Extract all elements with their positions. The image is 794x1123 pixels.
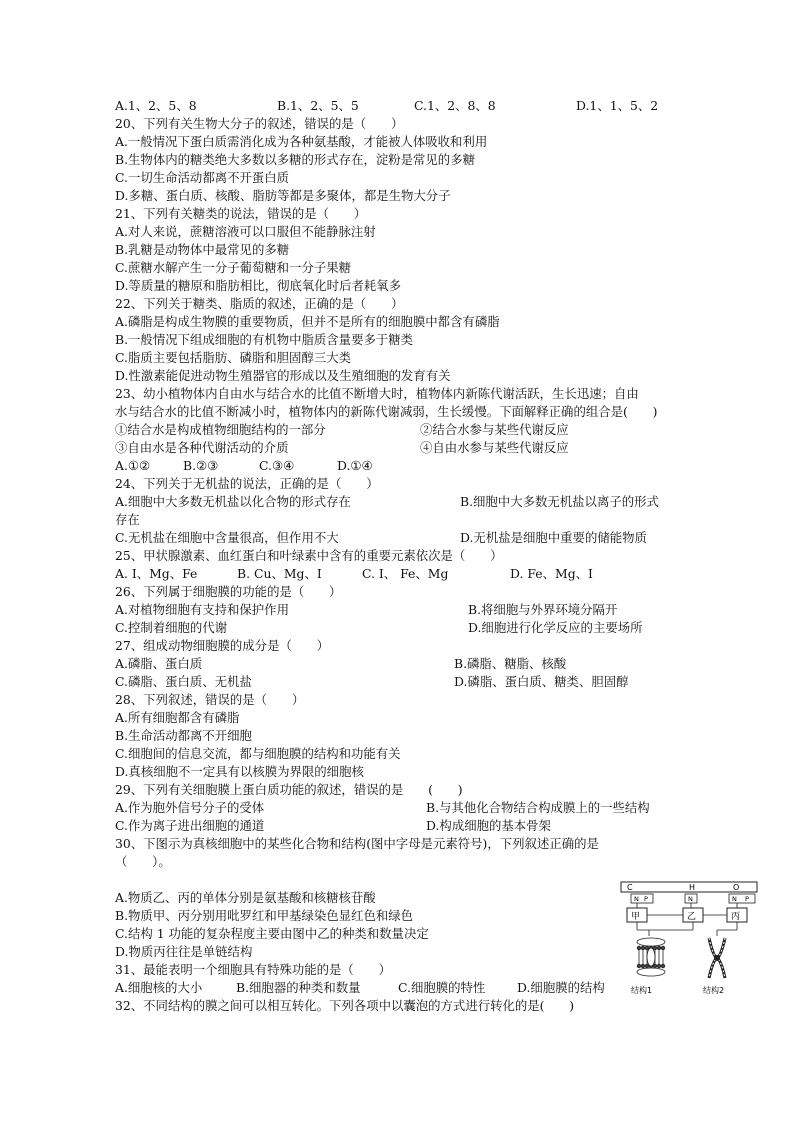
n-middle: N <box>688 895 693 903</box>
text-line: B.生物体内的糖类绝大多数以多糖的形式存在，淀粉是常见的多糖 <box>115 152 475 167</box>
text-line: ③自由水是各种代谢活动的介质 <box>115 440 289 455</box>
text-line: 32、不同结构的膜之间可以相互转化。下列各项中以囊泡的方式进行转化的是( ) <box>115 998 575 1013</box>
chromosome-icon <box>709 938 725 978</box>
text-line: 水与结合水的比值不断减小时，植物体内的新陈代谢减弱，生长缓慢。下面解释正确的组合是( ) <box>115 404 658 419</box>
text-line: D. Fe、Mg、I <box>510 566 593 581</box>
text-line: 24、下列关于无机盐的说法，正确的是（ ） <box>115 476 379 491</box>
element-h-label: H <box>689 883 696 892</box>
text-line: C.1、2、8、8 <box>414 98 496 113</box>
text-line: C.磷脂、蛋白质、无机盐 <box>115 674 252 689</box>
text-line: 27、组成动物细胞膜的成分是（ ） <box>115 638 330 653</box>
text-line: D.1、1、5、2 <box>576 98 659 113</box>
text-line: B.将细胞与外界环境分隔开 <box>468 602 618 617</box>
text-line: A.磷脂、蛋白质 <box>115 656 203 671</box>
text-line: B.细胞器的种类和数量 <box>236 980 361 995</box>
text-line: 28、下列叙述，错误的是（ ） <box>115 692 305 707</box>
text-line: A.细胞核的大小 <box>115 980 203 995</box>
text-line: B.1、2、5、5 <box>277 98 359 113</box>
text-line: D.性激素能促进动物生殖器官的形成以及生殖细胞的发育有关 <box>115 368 451 383</box>
text-line: D.物质丙往往是单链结构 <box>115 944 253 959</box>
text-line: C.一切生命活动都离不开蛋白质 <box>115 170 290 185</box>
compound-structure-diagram <box>617 878 767 1003</box>
np-left-p: P <box>644 895 648 903</box>
text-line: C.蔗糖水解产生一分子葡萄糖和一分子果糖 <box>115 260 352 275</box>
text-line: C.③④ <box>259 458 295 473</box>
text-line: A.对人来说，蔗糖溶液可以口服但不能静脉注射 <box>115 224 376 239</box>
text-line: 存在 <box>115 512 140 527</box>
text-line: A.一般情况下蛋白质需消化成为各种氨基酸，才能被人体吸收和利用 <box>115 134 488 149</box>
np-right-p: P <box>745 895 749 903</box>
text-line: B.②③ <box>183 458 219 473</box>
text-line: C.无机盐在细胞中含量很高，但作用不大 <box>115 530 339 545</box>
text-line: A.物质乙、丙的单体分别是氨基酸和核糖核苷酸 <box>115 890 376 905</box>
text-line: 20、下列有关生物大分子的叙述，错误的是（ ） <box>115 116 404 131</box>
text-line: D.等质量的糖原和脂肪相比，彻底氧化时后者耗氧多 <box>115 278 402 293</box>
text-line: D.①④ <box>337 458 373 473</box>
text-line: D.构成细胞的基本骨架 <box>426 818 551 833</box>
substance-jia-label: 甲 <box>631 912 641 922</box>
text-line: A. I、Mg、Fe <box>115 566 198 581</box>
text-line: D.多糖、蛋白质、核酸、脂肪等都是多聚体，都是生物大分子 <box>115 188 451 203</box>
text-line: A.对植物细胞有支持和保护作用 <box>115 602 289 617</box>
text-line: ④自由水参与某些代谢反应 <box>420 440 569 455</box>
text-line: 26、下列属于细胞膜的功能的是（ ） <box>115 584 342 599</box>
text-line: C.细胞膜的特性 <box>398 980 486 995</box>
text-line: C.结构 1 功能的复杂程度主要由图中乙的种类和数量决定 <box>115 926 429 941</box>
text-line: （ ）。 <box>115 854 171 869</box>
text-line: C.脂质主要包括脂肪、磷脂和胆固醇三大类 <box>115 350 352 365</box>
np-right-n: N <box>732 895 737 903</box>
text-line: A.磷脂是构成生物膜的重要物质，但并不是所有的细胞膜中都含有磷脂 <box>115 314 500 329</box>
diagram-svg <box>617 878 767 1003</box>
text-line: A.细胞中大多数无机盐以化合物的形式存在 <box>115 494 351 509</box>
element-c-label: C <box>627 883 633 892</box>
np-left-n: N <box>634 895 639 903</box>
text-line: B.乳糖是动物体中最常见的多糖 <box>115 242 290 257</box>
membrane-bilayer-icon <box>637 938 665 976</box>
text-line: 29、下列有关细胞膜上蛋白质功能的叙述，错误的是 ( ) <box>115 782 463 797</box>
text-line: ②结合水参与某些代谢反应 <box>420 422 569 437</box>
element-o-label: O <box>733 883 740 892</box>
text-line: B.一般情况下组成细胞的有机物中脂质含量要多于糖类 <box>115 332 414 347</box>
text-line: 30、下图示为真核细胞中的某些化合物和结构(图中字母是元素符号)，下列叙述正确的是 <box>115 836 599 851</box>
text-line: C.作为离子进出细胞的通道 <box>115 818 265 833</box>
text-line: D.细胞进行化学反应的主要场所 <box>468 620 643 635</box>
text-line: D.无机盐是细胞中重要的储能物质 <box>460 530 647 545</box>
text-line: 25、甲状腺激素、血红蛋白和叶绿素中含有的重要元素依次是（ ） <box>115 548 503 563</box>
text-line: D.磷脂、蛋白质、糖类、胆固醇 <box>454 674 629 689</box>
structure1-label: 结构1 <box>631 986 653 995</box>
text-line: B.细胞中大多数无机盐以离子的形式 <box>460 494 659 509</box>
text-line: D.细胞膜的结构 <box>517 980 605 995</box>
text-line: 22、下列关于糖类、脂质的叙述，正确的是（ ） <box>115 296 404 311</box>
text-line: B.磷脂、糖脂、核酸 <box>454 656 567 671</box>
text-line: ①结合水是构成植物细胞结构的一部分 <box>115 422 326 437</box>
text-line: 31、最能表明一个细胞具有特殊功能的是（ ） <box>115 962 391 977</box>
text-line: B. Cu、Mg、I <box>237 566 322 581</box>
text-line: B.生命活动都离不开细胞 <box>115 728 252 743</box>
text-line: A.①② <box>115 458 151 473</box>
text-line: C.控制着细胞的代谢 <box>115 620 228 635</box>
text-line: B.物质甲、丙分别用吡罗红和甲基绿染色显红色和绿色 <box>115 908 414 923</box>
text-line: C.细胞间的信息交流，都与细胞膜的结构和功能有关 <box>115 746 401 761</box>
substance-yi-label: 乙 <box>687 912 697 922</box>
text-line: B.与其他化合物结合构成膜上的一些结构 <box>426 800 650 815</box>
text-line: A.作为胞外信号分子的受体 <box>115 800 265 815</box>
text-line: 23、幼小植物体内自由水与结合水的比值不断增大时，植物体内新陈代谢活跃，生长迅速；自由 <box>115 386 639 401</box>
substance-bing-label: 丙 <box>731 912 741 922</box>
text-line: C. I、 Fe、Mg <box>362 566 449 581</box>
structure2-label: 结构2 <box>703 986 725 995</box>
text-line: A.所有细胞都含有磷脂 <box>115 710 240 725</box>
text-line: A.1、2、5、8 <box>115 98 197 113</box>
text-line: 21、下列有关糖类的说法，错误的是（ ） <box>115 206 367 221</box>
text-line: D.真核细胞不一定具有以核膜为界限的细胞核 <box>115 764 364 779</box>
